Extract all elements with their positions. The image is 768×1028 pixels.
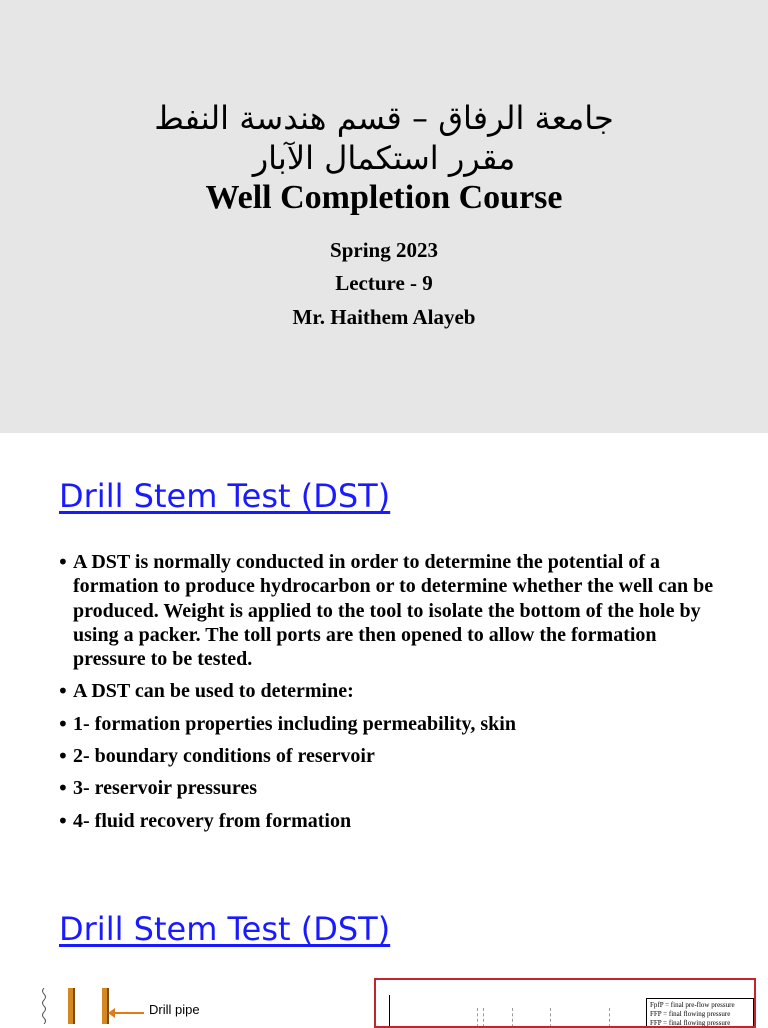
bullet-item: • 3- reservoir pressures: [57, 776, 717, 800]
chart-gridline: [550, 1008, 551, 1028]
chart-gridline: [609, 1008, 610, 1028]
legend-entry: FFP = final flowing pressure: [650, 1019, 731, 1027]
university-department-title: جامعة الرفاق – قسم هندسة النفط: [154, 99, 614, 137]
bullet-item: • A DST is normally conducted in order to determine the potential of a formation to produce hydrocarbon or to determine whether the well can be produced. Weight is applied to the tool to isolate the bottom of the hole by using a packer. The toll ports are then opened to allow the formation pressure to be tested.: [57, 550, 717, 671]
legend-entry: FpfP = final pre-flow pressure: [650, 1001, 735, 1009]
legend-entry: FFP = final flowing pressure: [650, 1010, 731, 1018]
term-label: Spring 2023: [330, 238, 438, 262]
well-diagram: [36, 982, 286, 1024]
slide-heading-link[interactable]: Drill Stem Test (DST): [59, 910, 391, 948]
drill-pipe-shade: [73, 988, 75, 1024]
course-title-arabic: مقرر استكمال الآبار: [252, 139, 516, 177]
chart-axis: [389, 995, 390, 1028]
pointer-arrow-icon: [114, 1012, 144, 1014]
chart-gridline: [483, 1008, 484, 1028]
chart-gridline: [477, 1008, 478, 1028]
formation-wall-icon: [40, 988, 48, 1024]
slide-heading-link[interactable]: Drill Stem Test (DST): [59, 477, 391, 515]
bullet-item: • 4- fluid recovery from formation: [57, 809, 717, 833]
bullet-item: • A DST can be used to determine:: [57, 679, 717, 703]
chart-gridline: [512, 1008, 513, 1028]
bullet-list: [57, 550, 717, 841]
lecture-number: Lecture - 9: [335, 271, 433, 295]
pressure-chart-frame: [374, 978, 756, 1028]
drill-pipe-label: Drill pipe: [149, 1002, 200, 1017]
bullet-item: • 2- boundary conditions of reservoir: [57, 744, 717, 768]
instructor-name: Mr. Haithem Alayeb: [292, 305, 476, 329]
course-title: Well Completion Course: [205, 179, 563, 216]
drill-pipe-shade: [107, 988, 109, 1024]
bullet-item: • 1- formation properties including permeability, skin: [57, 712, 717, 736]
title-slide: [0, 0, 768, 433]
